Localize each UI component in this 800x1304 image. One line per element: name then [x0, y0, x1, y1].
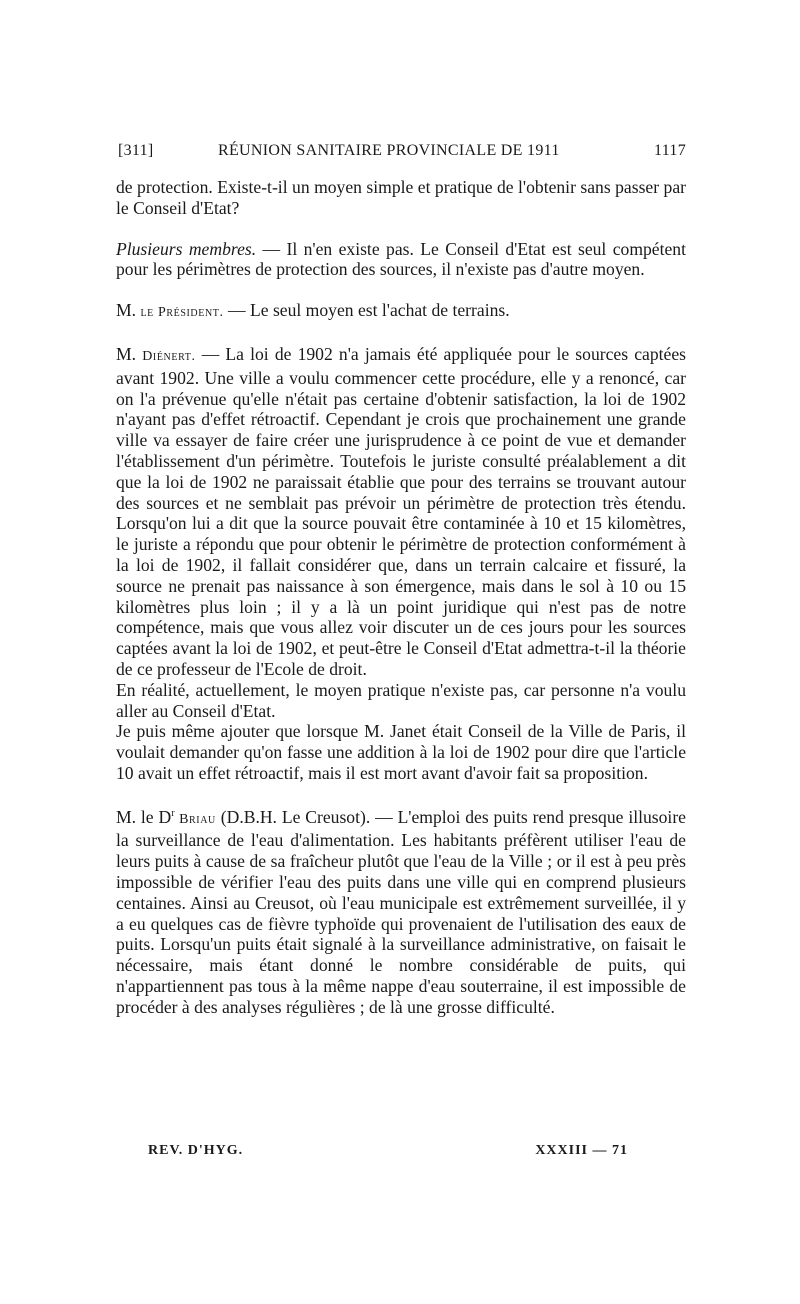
paragraph-text: (D.B.H. Le Creusot). — L'emploi des puits rend presque illusoire la surveillance de l'eau d'alimentation. Les habitants préfèrent utiliser l'eau de leurs puits à cause de sa fraîcheur plutôt que l'eau de la Ville ; or il est à peu près impossible de vérifier l'eau des puits dans une ville qui en comprend plusieurs centaines. Ainsi au Creusot, où l'eau municipale est extrêmement surveillée, il y a eu quelques cas de fièvre typhoïde qui provenaient de l'utilisation des eaux de puits. Lorsqu'un puits était signalé à la surveillance administrative, on faisait le nécessaire, mais étant donné le nombre considérable de puits, qui n'appartiennent pas tous à la même nappe d'eau souterraine, il est impossible de procéder à des analyses régulières ; de là une grosse difficulté.	[116, 806, 686, 1017]
running-header	[118, 142, 686, 166]
volume-signature: XXXIII — 71	[535, 1143, 628, 1158]
speaker-name: le Président.	[140, 305, 224, 321]
paragraph-text: — Le seul moyen est l'achat de terrains.	[223, 300, 510, 321]
page-footer	[148, 1143, 628, 1165]
section-reference: [311]	[118, 142, 154, 159]
running-title: RÉUNION SANITAIRE PROVINCIALE DE 1911	[218, 142, 560, 159]
speaker-title-superscript: r	[171, 807, 175, 819]
paragraph	[116, 344, 686, 680]
speaker-name: Diénert.	[142, 348, 196, 364]
journal-abbreviation: REV. D'HYG.	[148, 1143, 244, 1158]
speaker-prefix: M.	[116, 300, 141, 321]
paragraph	[116, 804, 686, 1018]
paragraph-text: de protection. Existe-t-il un moyen simple et pratique de l'obtenir sans passer par le Conseil d'Etat?	[116, 177, 686, 218]
speaker-name: Briau	[174, 811, 216, 827]
paragraph-text: En réalité, actuellement, le moyen pratique n'existe pas, car personne n'a voulu aller au Conseil d'Etat.	[116, 679, 686, 721]
paragraph-text: — Il n'en existe pas. Le Conseil d'Etat est seul compétent pour les périmètres de protection des sources, il n'existe pas d'autre moyen.	[116, 238, 686, 280]
paragraph	[116, 680, 686, 722]
speaker-prefix: M. le D	[116, 806, 172, 827]
page-number: 1117	[653, 142, 686, 159]
body-text	[116, 177, 686, 1018]
paragraph	[116, 239, 686, 281]
paragraph	[116, 721, 686, 783]
paragraph	[116, 177, 686, 219]
paragraph-text: Je puis même ajouter que lorsque M. Janet était Conseil de la Ville de Paris, il voulait demander qu'on fasse une addition à la loi de 1902 pour dire que l'article 10 avait un effet rétroactif, mais il est mort avant d'avoir fait sa proposition.	[116, 721, 686, 783]
paragraph	[116, 300, 686, 324]
speaker-name: Plusieurs membres.	[116, 238, 257, 259]
speaker-prefix: M.	[116, 343, 143, 364]
paragraph-text: — La loi de 1902 n'a jamais été appliquée pour le sources captées avant 1902. Une ville a voulu commencer cette procédure, elle y a renoncé, car on l'a prévenue qu'elle n'était pas certaine d'obtenir satisfaction, la loi de 1902 n'ayant pas d'effet rétroactif. Cependant je crois que prochainement une grande ville va essayer de faire créer une jurisprudence à ce point de vue et demander l'établissement d'un périmètre. Toutefois le juriste consulté préalablement a dit que la loi de 1902 ne paraissait établie que pour des terrains se trouvant autour des sources et ne semblait pas prévoir un périmètre de protection très étendu. Lorsqu'on lui a dit que la source pouvait être contaminée à 10 et 15 kilomètres, le juriste a répondu que pour obtenir le périmètre de protection conformément à la loi de 1902, il fallait considérer que, dans un terrain calcaire et fissuré, la source ne prenait pas naissance à son émergence, mais dans le sol à 10 ou 15 kilomètres plus loin ; il y a là un point juridique qui n'est pas de notre compétence, mais que vous allez voir discuter un de ces jours pour les sources captées avant la loi de 1902, et peut-être le Conseil d'Etat admettra-t-il la théorie de ce professeur de l'Ecole de droit.	[116, 343, 686, 679]
